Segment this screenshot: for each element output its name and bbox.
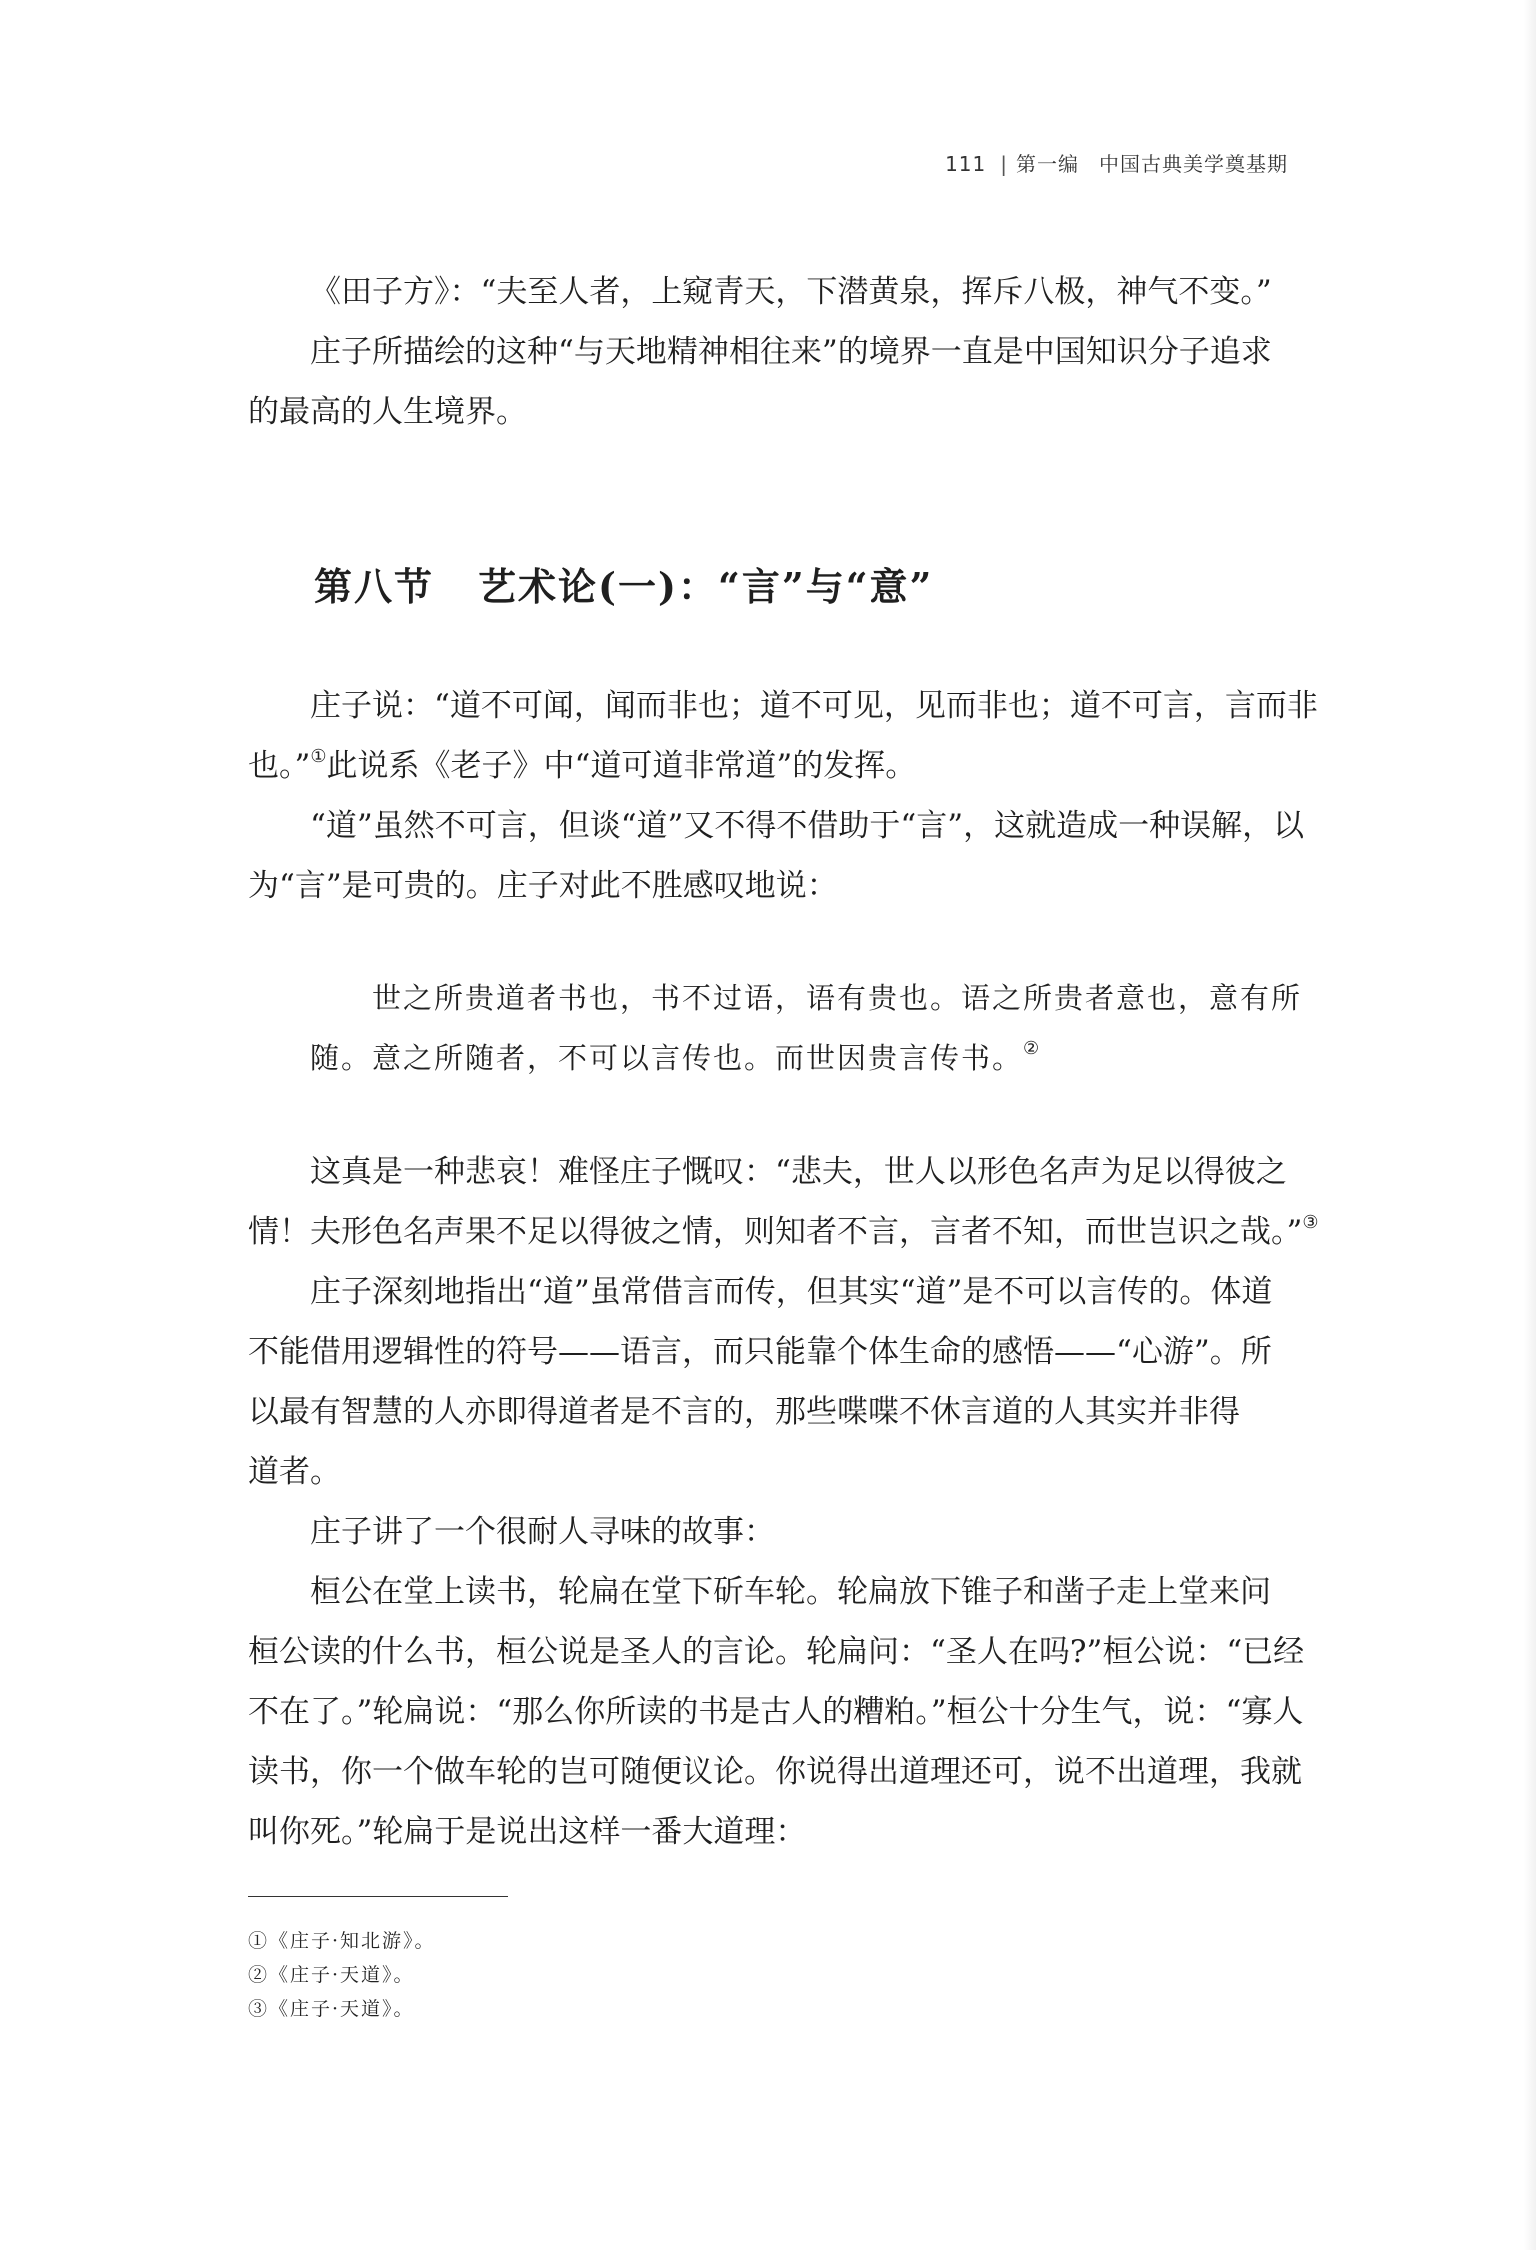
- quote-fragment: 随。意之所随者，不可以言传也。而世因贵言传书。: [310, 1041, 1024, 1075]
- paragraph-zhuangzi-realm: [248, 322, 1288, 442]
- running-header: [945, 148, 1288, 177]
- text-line: 庄子所描绘的这种“与天地精神相往来”的境界一直是中国知识分子追求: [310, 334, 1272, 370]
- text-fragment: 此说系《老子》中“道可道非常道”的发挥。: [326, 748, 917, 784]
- paragraph-sorrow: [248, 1142, 1319, 1262]
- footnote-marker: ①: [310, 746, 327, 767]
- text-line: 以最有智慧的人亦即得道者是不言的，那些喋喋不休言道的人其实并非得: [248, 1394, 1240, 1430]
- text-line: 不能借用逻辑性的符号——语言，而只能靠个体生命的感悟——“心游”。所: [248, 1334, 1272, 1370]
- footnote-1: ①《庄子·知北游》。: [248, 1930, 436, 1952]
- text-line: 的最高的人生境界。: [248, 394, 527, 430]
- footnote-divider: [248, 1896, 508, 1897]
- section-title: 艺术论(一)：“言”与“意”: [478, 564, 934, 609]
- paragraph-lunbian-story: [248, 1562, 1305, 1862]
- text-line: 庄子说：“道不可闻，闻而非也；道不可见，见而非也；道不可言，言而非: [310, 688, 1318, 724]
- text-line: “道”虽然不可言，但谈“道”又不得不借助于“言”，这就造成一种误解，以: [310, 808, 1305, 844]
- text-line: 叫你死。”轮扁于是说出这样一番大道理：: [248, 1814, 807, 1850]
- paragraph-story-intro: [248, 1502, 1288, 1562]
- text-fragment: 情！夫形色名声果不足以得彼之情，则知者不言，言者不知，而世岂识之哉。”: [248, 1214, 1303, 1250]
- paragraph-dao-language: [248, 796, 1305, 916]
- paragraph-tianzifang: [248, 262, 1288, 322]
- quote-line: 世之所贵道者书也，书不过语，语有贵也。语之所贵者意也，意有所: [372, 981, 1303, 1015]
- page-number: 111: [945, 152, 987, 176]
- footnote-3: ③《庄子·天道》。: [248, 1998, 415, 2020]
- section-number: 第八节: [314, 564, 435, 609]
- paragraph-dao-unspeakable: [248, 676, 1318, 796]
- footnote-2: ②《庄子·天道》。: [248, 1964, 415, 1986]
- text-line: 读书，你一个做车轮的岂可随便议论。你说得出道理还可，说不出道理，我就: [248, 1754, 1302, 1790]
- text-line: [248, 1202, 1319, 1262]
- block-quote: [310, 968, 1303, 1088]
- page-edge-shadow: [1524, 0, 1536, 2250]
- footnotes: [248, 1924, 436, 2026]
- text-line: 道者。: [248, 1454, 341, 1490]
- quote-line: [310, 1028, 1288, 1088]
- footnote-marker: ③: [1302, 1212, 1319, 1233]
- text-line: 这真是一种悲哀！难怪庄子慨叹：“悲夫，世人以形色名声为足以得彼之: [310, 1154, 1287, 1190]
- text-line: 庄子深刻地指出“道”虽常借言而传，但其实“道”是不可以言传的。体道: [310, 1274, 1273, 1310]
- paragraph-xinyou: [248, 1262, 1288, 1502]
- text-line: 《田子方》：“夫至人者，上窥青天，下潜黄泉，挥斥八极，神气不变。”: [310, 274, 1272, 310]
- text-line: [248, 736, 1288, 796]
- header-title: 中国古典美学奠基期: [1099, 152, 1288, 176]
- text-line: 庄子讲了一个很耐人寻味的故事：: [310, 1514, 775, 1550]
- section-heading: [314, 556, 933, 611]
- header-separator: |: [1000, 152, 1008, 176]
- text-line: 桓公读的什么书，桓公说是圣人的言论。轮扁问：“圣人在吗?”桓公说：“已经: [248, 1634, 1305, 1670]
- text-line: 不在了。”轮扁说：“那么你所读的书是古人的糟粕。”桓公十分生气，说：“寡人: [248, 1694, 1304, 1730]
- footnote-marker: ②: [1023, 1038, 1042, 1059]
- text-fragment: 也。”: [248, 748, 311, 784]
- header-part: 第一编: [1016, 152, 1079, 176]
- text-line: 桓公在堂上读书，轮扁在堂下斫车轮。轮扁放下锥子和凿子走上堂来问: [310, 1574, 1271, 1610]
- text-line: 为“言”是可贵的。庄子对此不胜感叹地说：: [248, 868, 838, 904]
